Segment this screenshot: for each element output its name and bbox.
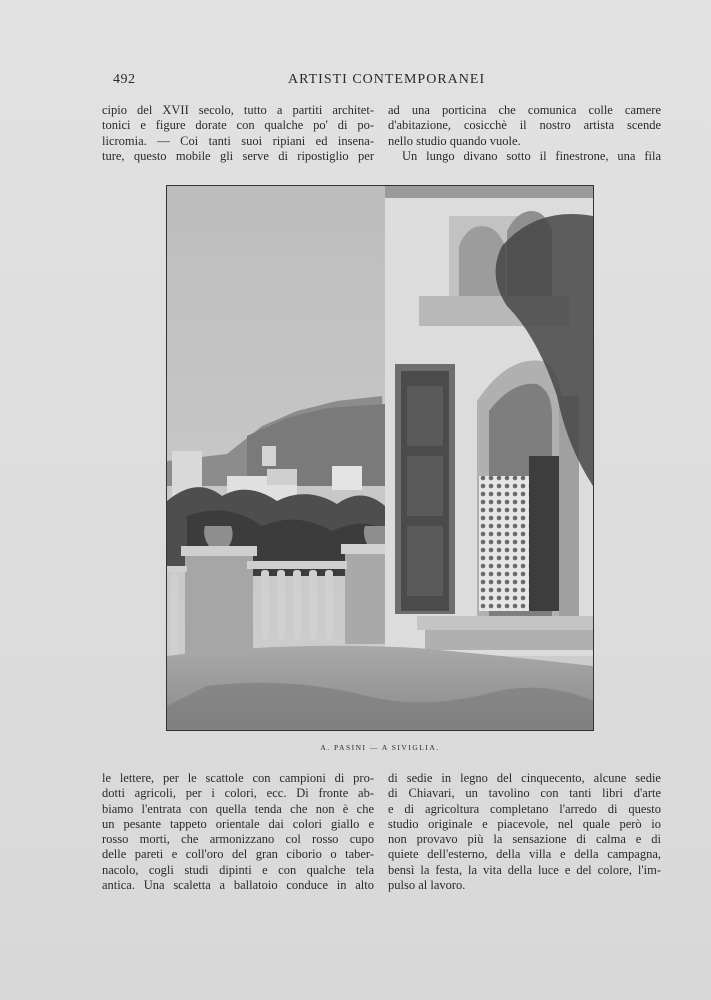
text-line: biamo l'entrata con quella tenda che non è che [102, 801, 374, 816]
text-line: delle pareti e coll'oro del gran ciborio o taber- [102, 847, 374, 862]
text-line: bensì la festa, la vita della luce e del colore, l'im- [388, 862, 661, 877]
text-line: di Chiavari, un tavolino con tanti libri d'arte [388, 786, 661, 801]
figure-caption [166, 743, 594, 752]
text-line: tonici e figure dorate con qualche po' di po- [102, 118, 374, 133]
painting-plate [166, 185, 594, 731]
text-line: cipio del XVII secolo, tutto a partiti architet- [102, 103, 374, 117]
text-line: ad una porticina che comunica colle camere [388, 103, 661, 117]
text-line: quiete dell'esterno, della villa e della campagna, [388, 847, 661, 862]
text-line: un pesante tappeto orientale dai colori giallo e [102, 816, 374, 831]
text-line: nello studio quando vuole. [388, 133, 521, 148]
text-line: nacolo, cogli studi dipinti e con qualche tela [102, 862, 374, 877]
text-line: non provavo più la sensazione di calma e di [388, 832, 661, 847]
text-line: antica. Una scaletta a ballatoio conduce in alto [102, 878, 374, 893]
painting-illustration [167, 186, 593, 730]
text-line: rosso morti, che armonizzano col rosso cupo [102, 832, 374, 847]
text-column-top-left [102, 103, 374, 164]
text-column-top-right [388, 103, 661, 164]
caption-author: A. PASINI [320, 743, 367, 752]
text-line: pulso al lavoro. [388, 878, 466, 893]
text-line: d'abitazione, cosicchè il nostro artista scende [388, 118, 661, 133]
text-line: le lettere, per le scattole con campioni di pro- [102, 771, 374, 785]
page-number: 492 [113, 72, 136, 87]
text-column-bottom-right [388, 771, 661, 893]
text-line: licromia. — Coi tanti suoi ripiani ed insena- [102, 133, 374, 148]
text-line: Un lungo divano sotto il finestrone, una fila [402, 148, 661, 163]
caption-dash: — [369, 743, 379, 752]
text-line: di sedie in legno del cinquecento, alcune sedie [388, 771, 661, 785]
text-line: studio originale e piacevole, nel quale però io [388, 816, 661, 831]
text-line: e di agricoltura completano l'arredo di questo [388, 801, 661, 816]
text-column-bottom-left [102, 771, 374, 893]
text-line: ture, questo mobile gli serve di ripostiglio per [102, 148, 374, 163]
caption-title: A SIVIGLIA. [381, 743, 440, 752]
text-line: dotti agricoli, per i colori, ecc. Di fronte ab- [102, 786, 374, 801]
running-head: ARTISTI CONTEMPORANEI [288, 72, 486, 87]
